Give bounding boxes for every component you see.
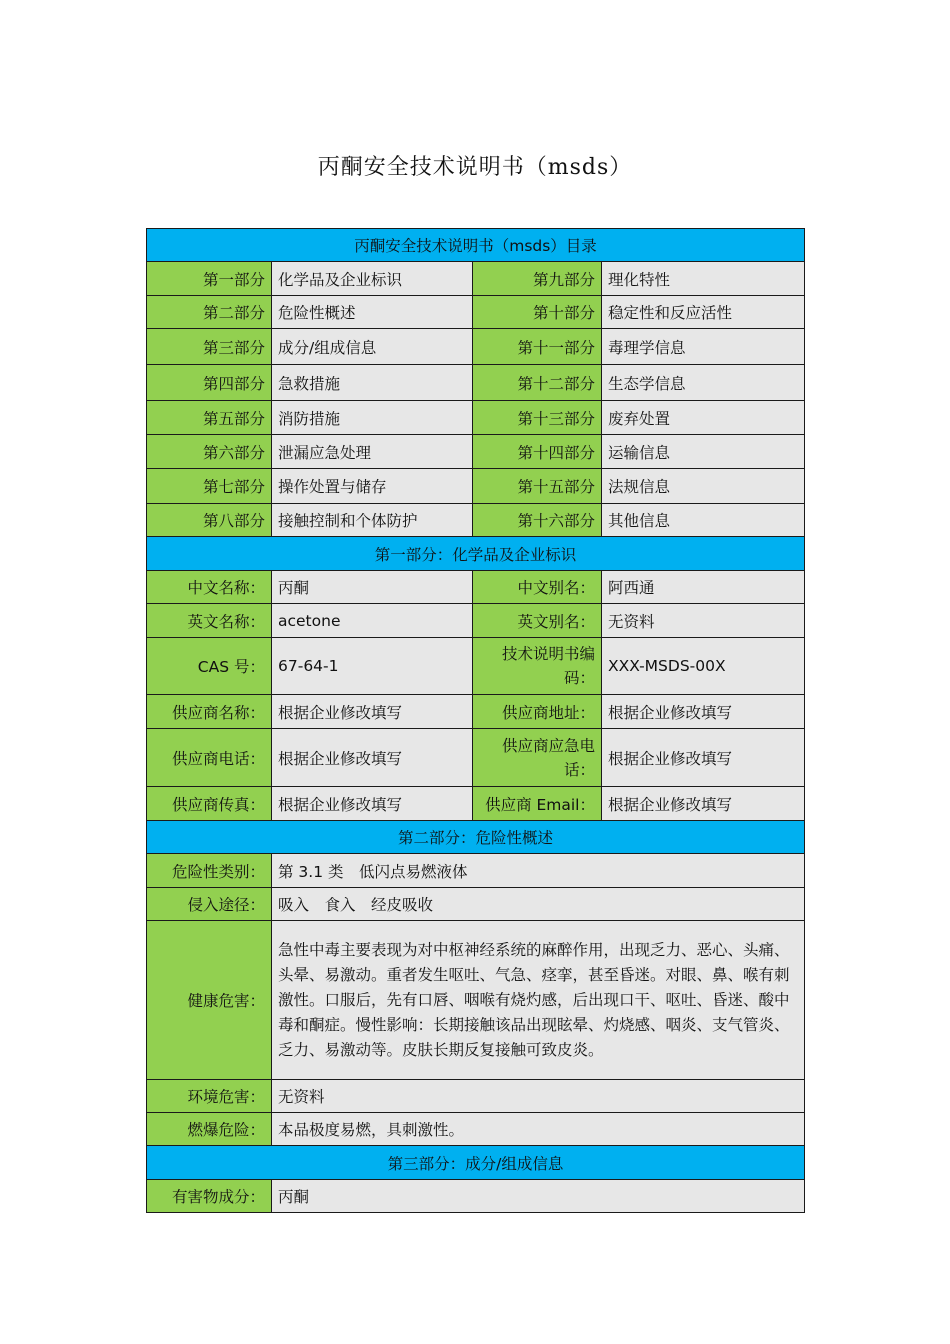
toc-left-value: 成分/组成信息 [272,329,473,365]
toc-left-value: 操作处置与储存 [272,469,473,504]
supplier-email-value: 根据企业修改填写 [602,787,805,821]
supplier-fax-value: 根据企业修改填写 [272,787,473,821]
toc-left-label: 第七部分 [147,469,272,504]
toc-header: 丙酮安全技术说明书（msds）目录 [147,229,805,262]
toc-left-label: 第四部分 [147,365,272,401]
part3-header: 第三部分：成分/组成信息 [147,1146,805,1180]
chinese-name-label: 中文名称： [147,571,272,604]
supplier-email-label: 供应商 Email： [473,787,602,821]
toc-right-label: 第十二部分 [473,365,602,401]
toc-right-label: 第十三部分 [473,401,602,435]
toc-left-value: 消防措施 [272,401,473,435]
hazardous-component-value: 丙酮 [272,1180,805,1213]
hazardous-component-label: 有害物成分： [147,1180,272,1213]
supplier-fax-label: 供应商传真： [147,787,272,821]
toc-right-value: 法规信息 [602,469,805,504]
environmental-hazard-label: 环境危害： [147,1080,272,1113]
document-title: 丙酮安全技术说明书（msds） [317,155,633,180]
supplier-emergency-phone-label: 供应商应急电话： [473,729,602,787]
exposure-route-value: 吸入 食入 经皮吸收 [272,888,805,921]
toc-left-value: 化学品及企业标识 [272,262,473,296]
toc-right-value: 理化特性 [602,262,805,296]
toc-right-label: 第十部分 [473,296,602,329]
fire-explosion-hazard-value: 本品极度易燃，具刺激性。 [272,1113,805,1146]
cas-label: CAS 号： [147,638,272,695]
toc-right-label: 第十六部分 [473,504,602,537]
health-hazard-value: 急性中毒主要表现为对中枢神经系统的麻醉作用，出现乏力、恶心、头痛、头晕、易激动。重者发生呕吐、气急、痉挛，甚至昏迷。对眼、鼻、喉有刺激性。口服后，先有口唇、咽喉有烧灼感，后出现口干、呕吐、昏迷、酸中毒和酮症。慢性影响：长期接触该品出现眩晕、灼烧感、咽炎、支气管炎、乏力、易激动等。皮肤长期反复接触可致皮炎。 [272,921,805,1080]
toc-right-value: 运输信息 [602,435,805,469]
supplier-address-label: 供应商地址： [473,695,602,729]
exposure-route-label: 侵入途径： [147,888,272,921]
english-alias-value: 无资料 [602,604,805,638]
toc-left-label: 第三部分 [147,329,272,365]
toc-right-label: 第十四部分 [473,435,602,469]
toc-right-label: 第九部分 [473,262,602,296]
fire-explosion-hazard-label: 燃爆危险： [147,1113,272,1146]
toc-left-label: 第五部分 [147,401,272,435]
part1-header: 第一部分：化学品及企业标识 [147,537,805,571]
supplier-name-label: 供应商名称： [147,695,272,729]
supplier-phone-value: 根据企业修改填写 [272,729,473,787]
msds-code-label: 技术说明书编码： [473,638,602,695]
health-hazard-label: 健康危害： [147,921,272,1080]
msds-table [146,228,805,1213]
chinese-alias-label: 中文别名： [473,571,602,604]
msds-code-value: XXX-MSDS-00X [602,638,805,695]
chinese-name-value: 丙酮 [272,571,473,604]
toc-left-label: 第六部分 [147,435,272,469]
hazard-class-value: 第 3.1 类 低闪点易燃液体 [272,854,805,888]
toc-left-label: 第八部分 [147,504,272,537]
hazard-class-label: 危险性类别： [147,854,272,888]
english-name-label: 英文名称： [147,604,272,638]
toc-left-value: 泄漏应急处理 [272,435,473,469]
cas-value: 67-64-1 [272,638,473,695]
toc-left-label: 第二部分 [147,296,272,329]
toc-right-label: 第十一部分 [473,329,602,365]
toc-left-value: 接触控制和个体防护 [272,504,473,537]
supplier-name-value: 根据企业修改填写 [272,695,473,729]
english-alias-label: 英文别名： [473,604,602,638]
toc-right-value: 稳定性和反应活性 [602,296,805,329]
environmental-hazard-value: 无资料 [272,1080,805,1113]
toc-left-value: 危险性概述 [272,296,473,329]
toc-right-value: 其他信息 [602,504,805,537]
english-name-value: acetone [272,604,473,638]
toc-right-label: 第十五部分 [473,469,602,504]
toc-left-label: 第一部分 [147,262,272,296]
toc-left-value: 急救措施 [272,365,473,401]
chinese-alias-value: 阿西通 [602,571,805,604]
toc-right-value: 生态学信息 [602,365,805,401]
supplier-phone-label: 供应商电话： [147,729,272,787]
part2-header: 第二部分：危险性概述 [147,821,805,854]
toc-right-value: 毒理学信息 [602,329,805,365]
toc-right-value: 废弃处置 [602,401,805,435]
supplier-emergency-phone-value: 根据企业修改填写 [602,729,805,787]
supplier-address-value: 根据企业修改填写 [602,695,805,729]
